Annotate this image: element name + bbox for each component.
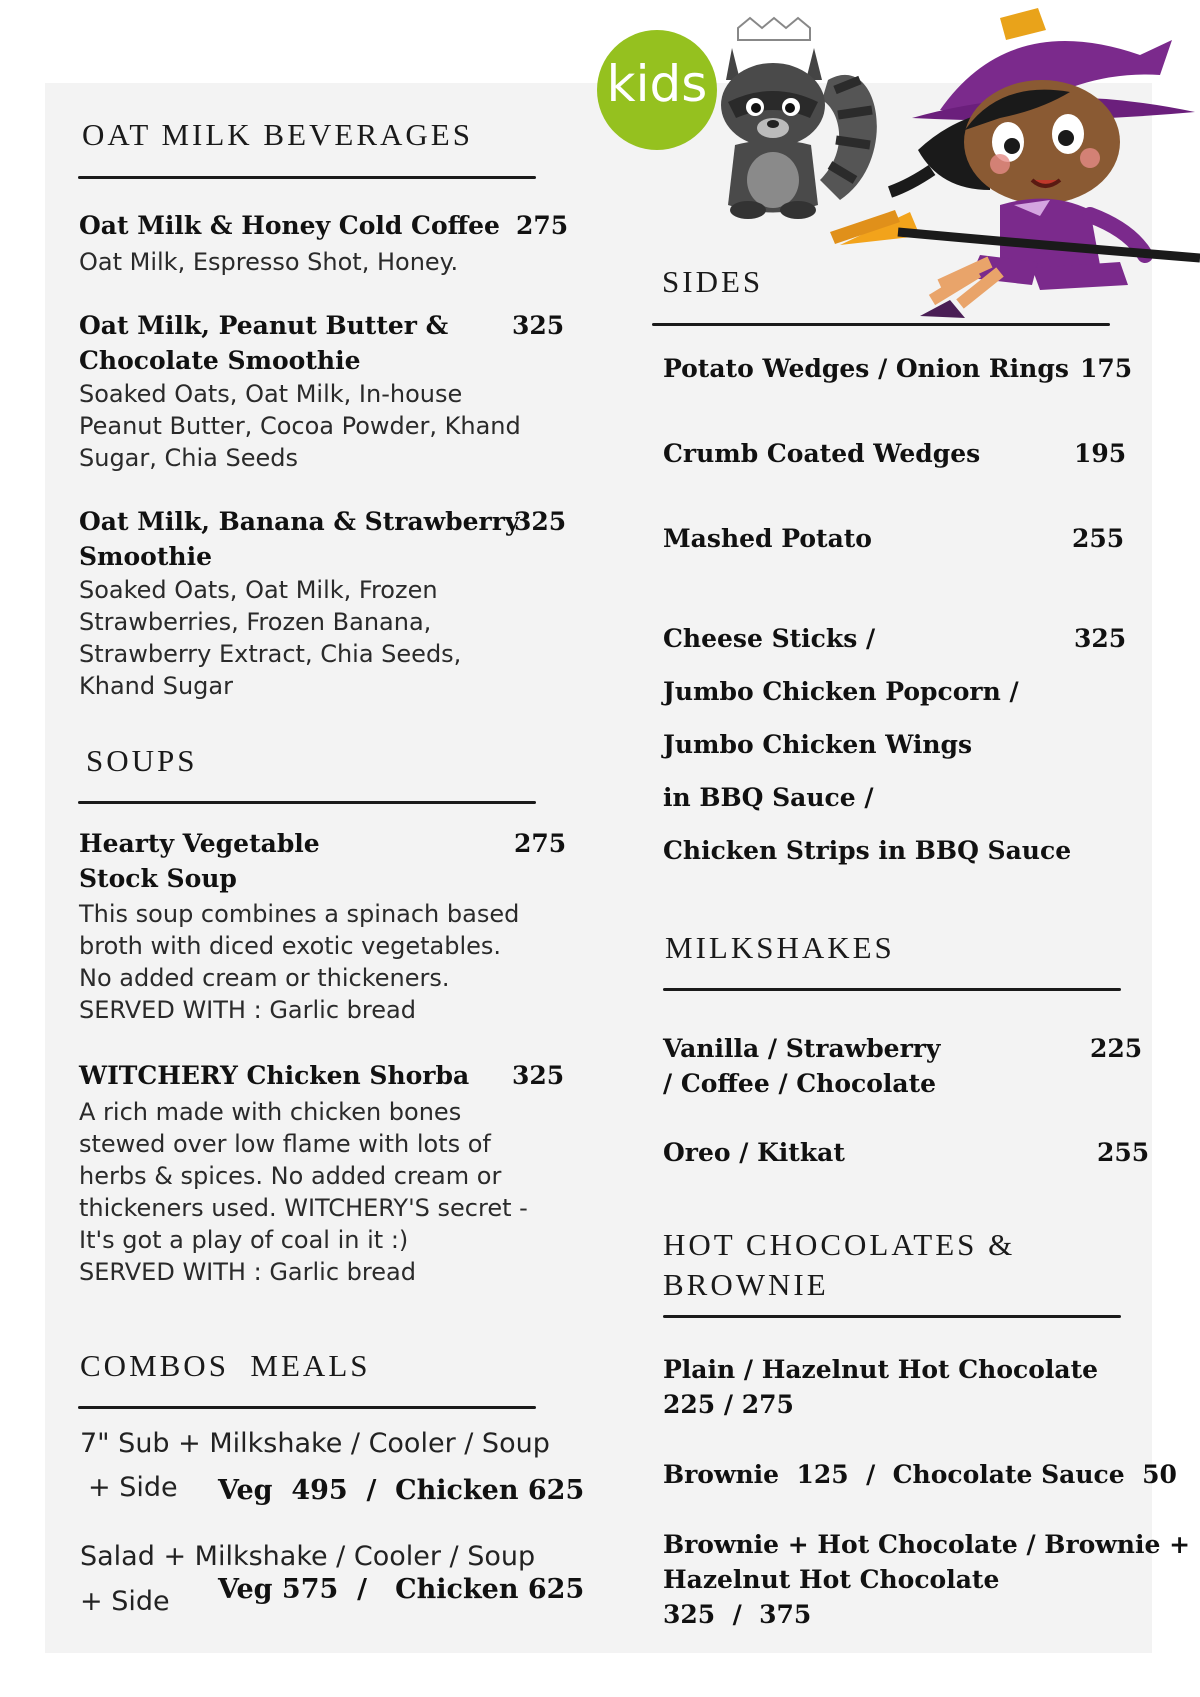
item-description: Soaked Oats, Oat Milk, Frozen Strawberries, Frozen Banana, Strawberry Extract, Chia Seeds, Khand Sugar bbox=[79, 576, 462, 700]
combo-brownie-line: Hazelnut Hot Chocolate bbox=[663, 1565, 1000, 1594]
item-name-continued: Jumbo Chicken Wings bbox=[663, 730, 973, 759]
item-price: 325 bbox=[514, 507, 567, 536]
item-name: Mashed Potato bbox=[663, 524, 872, 553]
heading-combos-meals: COMBOS MEALS bbox=[80, 1348, 371, 1383]
combo-1-line-1: 7" Sub + Milkshake / Cooler / Soup bbox=[80, 1428, 550, 1459]
item-price: 255 bbox=[1072, 524, 1125, 553]
heading-sides: SIDES bbox=[662, 264, 764, 299]
divider-sides bbox=[652, 323, 1110, 326]
divider-soups bbox=[78, 801, 536, 804]
heading-milkshakes: MILKSHAKES bbox=[665, 930, 895, 965]
item-name: Oat Milk, Banana & Strawberry Smoothie bbox=[79, 507, 520, 571]
item-name: Oat Milk & Honey Cold Coffee bbox=[79, 211, 500, 240]
item-name-continued: in BBQ Sauce / bbox=[663, 783, 874, 812]
combo-2-price: Veg 575 / Chicken 625 bbox=[218, 1574, 585, 1605]
item-description: Oat Milk, Espresso Shot, Honey. bbox=[79, 248, 459, 276]
heading-soups: SOUPS bbox=[86, 743, 198, 778]
hot-chocolate-prices: 225 / 275 bbox=[663, 1390, 794, 1419]
item-description: Soaked Oats, Oat Milk, In-house Peanut Butter, Cocoa Powder, Khand Sugar, Chia Seeds bbox=[79, 380, 521, 472]
combo-2-line-1: Salad + Milkshake / Cooler / Soup bbox=[80, 1541, 536, 1572]
item-name: Potato Wedges / Onion Rings bbox=[663, 354, 1069, 383]
divider-hot-chocolates bbox=[663, 1315, 1121, 1318]
item-name-continued: Jumbo Chicken Popcorn / bbox=[663, 677, 1019, 706]
item-description: A rich made with chicken bones stewed over low flame with lots of herbs & spices. No added cream or thickeners used. WITCHERY'S secret - It's got a play of coal in it :) SERVED WITH : Garlic bread bbox=[79, 1098, 528, 1286]
item-price: 325 bbox=[1074, 624, 1127, 653]
kids-badge-label: kids bbox=[606, 55, 708, 113]
witch-girl-illustration bbox=[800, 0, 1200, 340]
item-price: 325 bbox=[512, 1061, 565, 1090]
combo-brownie-line: Brownie + Hot Chocolate / Brownie + bbox=[663, 1530, 1191, 1559]
item-price: 175 bbox=[1080, 354, 1133, 383]
item-name-continued: Chicken Strips in BBQ Sauce bbox=[663, 836, 1072, 865]
divider-oat bbox=[78, 176, 536, 179]
item-name: Vanilla / Strawberry / Coffee / Chocolate bbox=[663, 1034, 941, 1098]
item-name: Cheese Sticks / bbox=[663, 624, 876, 653]
combo-2-line-2: + Side bbox=[80, 1586, 170, 1617]
item-price: 195 bbox=[1074, 439, 1127, 468]
combo-1-line-2: + Side bbox=[88, 1472, 178, 1503]
item-name: Oreo / Kitkat bbox=[663, 1138, 845, 1167]
combo-1-price: Veg 495 / Chicken 625 bbox=[218, 1475, 585, 1506]
divider-milkshakes bbox=[663, 988, 1121, 991]
item-price: 275 bbox=[516, 211, 569, 240]
kids-badge bbox=[597, 30, 717, 150]
combo-brownie-prices: 325 / 375 bbox=[663, 1600, 812, 1629]
item-description: This soup combines a spinach based broth with diced exotic vegetables. No added cream or thickeners. SERVED WITH : Garlic bread bbox=[79, 900, 520, 1024]
item-name: Crumb Coated Wedges bbox=[663, 439, 981, 468]
item-price: 225 bbox=[1090, 1034, 1143, 1063]
item-name: Hearty Vegetable Stock Soup bbox=[79, 829, 320, 893]
brownie-line: Brownie 125 / Chocolate Sauce 50 bbox=[663, 1460, 1177, 1489]
hot-chocolate-line: Plain / Hazelnut Hot Chocolate bbox=[663, 1355, 1099, 1384]
heading-oat-milk-beverages: OAT MILK BEVERAGES bbox=[82, 117, 473, 152]
item-name: WITCHERY Chicken Shorba bbox=[79, 1061, 470, 1090]
heading-hot-chocolates-brownie: HOT CHOCOLATES & BROWNIE bbox=[663, 1227, 1016, 1302]
item-price: 275 bbox=[514, 829, 567, 858]
item-price: 255 bbox=[1097, 1138, 1150, 1167]
item-price: 325 bbox=[512, 311, 565, 340]
item-name: Oat Milk, Peanut Butter & Chocolate Smoothie bbox=[79, 311, 449, 375]
divider-combos bbox=[78, 1406, 536, 1409]
